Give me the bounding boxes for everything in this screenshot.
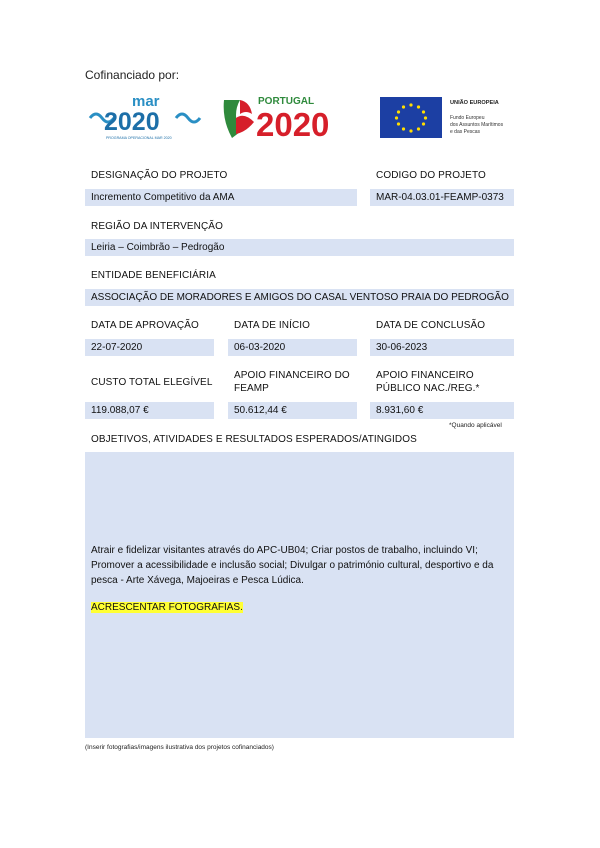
portugal2020-logo [222,94,362,140]
eu-subtitle-3: e das Pescas [450,129,481,135]
eu-subtitle-1: Fundo Europeu [450,115,485,121]
mar2020-logo [88,92,203,142]
feamp-label-line1: APOIO FINANCEIRO DO [234,370,350,381]
code-value: MAR-04.03.01-FEAMP-0373 [370,189,514,206]
public-label-line1: APOIO FINANCEIRO [376,370,474,381]
objectives-label: OBJETIVOS, ATIVIDADES E RESULTADOS ESPERADOS/ATINGIDOS [91,434,417,445]
portugal-text: PORTUGAL [258,96,315,107]
eu-title: UNIÃO EUROPEIA [450,100,499,106]
footer-note: (Inserir fotografias/imagens ilustrativa dos projetos cofinanciados) [85,744,274,751]
feamp-label-line2: FEAMP [234,383,269,394]
portugal-2020-text: 2020 [256,106,330,140]
mar-2020-text: 2020 [104,108,160,136]
objectives-text [91,543,509,615]
mar-text: mar [132,93,160,110]
designation-label: DESIGNAÇÃO DO PROJETO [91,170,228,181]
code-label: CODIGO DO PROJETO [376,170,486,181]
applicable-note: *Quando aplicável [449,422,502,429]
eu-subtitle-2: dos Assuntos Marítimos [450,122,504,128]
approval-label: DATA DE APROVAÇÃO [91,320,199,331]
region-label: REGIÃO DA INTERVENÇÃO [91,221,223,232]
end-value: 30-06-2023 [370,339,514,356]
objectives-line-2: Promover a acessibilidade e inclusão social; Divulgar o património cultural, desportivo e da [91,560,494,571]
designation-value: Incremento Competitivo da AMA [85,189,357,206]
start-value: 06-03-2020 [228,339,357,356]
approval-value: 22-07-2020 [85,339,214,356]
eu-logo-graphic [380,97,520,139]
region-value: Leiria – Coimbrão – Pedrogão [85,239,514,256]
objectives-line-3: pesca - Arte Xávega, Majoeiras e Pesca Lúdica. [91,575,304,586]
cost-value: 119.088,07 € [85,402,214,419]
eu-logo [380,97,520,139]
mar-subtitle: PROGRAMA OPERACIONAL MAR 2020 [106,136,172,140]
photos-highlight: ACRESCENTAR FOTOGRAFIAS. [91,602,243,613]
cost-label: CUSTO TOTAL ELEGÍVEL [91,377,213,388]
cofinanced-label: Cofinanciado por: [85,68,180,82]
feamp-value: 50.612,44 € [228,402,357,419]
portugal2020-logo-graphic [222,94,362,140]
public-label-line2: PÚBLICO NAC./REG.* [376,383,480,394]
start-label: DATA DE INÍCIO [234,320,311,331]
public-value: 8.931,60 € [370,402,514,419]
entity-label: ENTIDADE BENEFICIÁRIA [91,270,216,281]
mar2020-logo-graphic [88,92,203,142]
entity-value: ASSOCIAÇÃO DE MORADORES E AMIGOS DO CASAL VENTOSO PRAIA DO PEDROGÃO [85,289,514,306]
objectives-line-1: Atrair e fidelizar visitantes através do APC-UB04; Criar postos de trabalho, incluindo VI; [91,545,478,556]
end-label: DATA DE CONCLUSÃO [376,320,486,331]
